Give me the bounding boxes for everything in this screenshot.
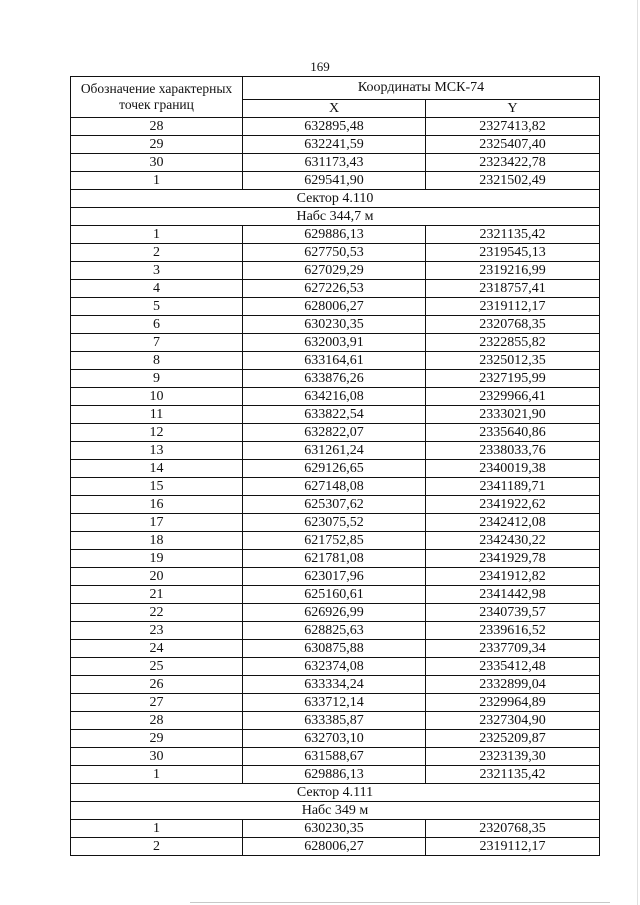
table-row [71, 172, 600, 190]
table-row [71, 514, 600, 532]
point-cell: 11 [71, 406, 243, 424]
table-row [71, 280, 600, 298]
point-cell: 16 [71, 496, 243, 514]
point-cell: 18 [71, 532, 243, 550]
table-row [71, 352, 600, 370]
y-cell: 2341189,71 [426, 478, 600, 496]
x-cell: 627226,53 [243, 280, 426, 298]
point-cell: 28 [71, 118, 243, 136]
x-cell: 634216,08 [243, 388, 426, 406]
table-row [71, 748, 600, 766]
point-cell: 26 [71, 676, 243, 694]
point-cell: 1 [71, 820, 243, 838]
y-cell: 2323139,30 [426, 748, 600, 766]
point-cell: 12 [71, 424, 243, 442]
y-cell: 2319216,99 [426, 262, 600, 280]
point-cell: 1 [71, 226, 243, 244]
point-cell: 20 [71, 568, 243, 586]
x-cell: 630875,88 [243, 640, 426, 658]
x-cell: 631173,43 [243, 154, 426, 172]
point-cell: 24 [71, 640, 243, 658]
x-cell: 627148,08 [243, 478, 426, 496]
x-cell: 633712,14 [243, 694, 426, 712]
point-cell: 13 [71, 442, 243, 460]
y-cell: 2325407,40 [426, 136, 600, 154]
x-cell: 629886,13 [243, 766, 426, 784]
table-row [71, 460, 600, 478]
y-cell: 2318757,41 [426, 280, 600, 298]
table-row [71, 658, 600, 676]
point-cell: 15 [71, 478, 243, 496]
point-cell: 30 [71, 748, 243, 766]
x-cell: 632703,10 [243, 730, 426, 748]
y-cell: 2342412,08 [426, 514, 600, 532]
x-cell: 632003,91 [243, 334, 426, 352]
point-cell: 27 [71, 694, 243, 712]
table-row [71, 424, 600, 442]
header-x: X [243, 99, 426, 117]
y-cell: 2329964,89 [426, 694, 600, 712]
y-cell: 2320768,35 [426, 316, 600, 334]
table-row [71, 496, 600, 514]
table-body [71, 118, 600, 856]
point-cell: 28 [71, 712, 243, 730]
table-row [71, 244, 600, 262]
point-cell: 9 [71, 370, 243, 388]
x-cell: 633876,26 [243, 370, 426, 388]
page-number: 169 [310, 59, 330, 74]
x-cell: 625307,62 [243, 496, 426, 514]
x-cell: 631588,67 [243, 748, 426, 766]
x-cell: 632822,07 [243, 424, 426, 442]
table-row [71, 406, 600, 424]
point-cell: 23 [71, 622, 243, 640]
table-row [71, 118, 600, 136]
x-cell: 630230,35 [243, 820, 426, 838]
table-row [71, 640, 600, 658]
section-row [71, 802, 600, 820]
y-cell: 2342430,22 [426, 532, 600, 550]
y-cell: 2319112,17 [426, 298, 600, 316]
table-row [71, 136, 600, 154]
section-label: Сектор 4.111 [71, 784, 600, 802]
table-row [71, 154, 600, 172]
x-cell: 632374,08 [243, 658, 426, 676]
y-cell: 2319112,17 [426, 838, 600, 856]
table-row [71, 370, 600, 388]
y-cell: 2332899,04 [426, 676, 600, 694]
point-cell: 25 [71, 658, 243, 676]
x-cell: 632895,48 [243, 118, 426, 136]
point-cell: 2 [71, 838, 243, 856]
point-cell: 5 [71, 298, 243, 316]
table-row [71, 766, 600, 784]
table-row [71, 334, 600, 352]
section-row [71, 208, 600, 226]
x-cell: 621752,85 [243, 532, 426, 550]
point-cell: 10 [71, 388, 243, 406]
y-cell: 2341442,98 [426, 586, 600, 604]
table-row [71, 586, 600, 604]
y-cell: 2325012,35 [426, 352, 600, 370]
header-y: Y [426, 99, 600, 117]
x-cell: 629541,90 [243, 172, 426, 190]
y-cell: 2321135,42 [426, 766, 600, 784]
x-cell: 633385,87 [243, 712, 426, 730]
header-coords-group: Координаты МСК-74 [243, 77, 600, 100]
table-row [71, 442, 600, 460]
section-label: Набс 349 м [71, 802, 600, 820]
x-cell: 628825,63 [243, 622, 426, 640]
point-cell: 22 [71, 604, 243, 622]
x-cell: 633822,54 [243, 406, 426, 424]
point-cell: 21 [71, 586, 243, 604]
y-cell: 2340019,38 [426, 460, 600, 478]
x-cell: 632241,59 [243, 136, 426, 154]
section-row [71, 784, 600, 802]
section-label: Набс 344,7 м [71, 208, 600, 226]
x-cell: 630230,35 [243, 316, 426, 334]
y-cell: 2335640,86 [426, 424, 600, 442]
table-row [71, 226, 600, 244]
section-row [71, 190, 600, 208]
y-cell: 2327195,99 [426, 370, 600, 388]
y-cell: 2320768,35 [426, 820, 600, 838]
x-cell: 628006,27 [243, 838, 426, 856]
x-cell: 627029,29 [243, 262, 426, 280]
x-cell: 623017,96 [243, 568, 426, 586]
point-cell: 19 [71, 550, 243, 568]
section-label: Сектор 4.110 [71, 190, 600, 208]
point-cell: 6 [71, 316, 243, 334]
table-header-row [71, 77, 600, 100]
y-cell: 2322855,82 [426, 334, 600, 352]
table-row [71, 568, 600, 586]
y-cell: 2327413,82 [426, 118, 600, 136]
y-cell: 2337709,34 [426, 640, 600, 658]
table-row [71, 838, 600, 856]
x-cell: 631261,24 [243, 442, 426, 460]
x-cell: 626926,99 [243, 604, 426, 622]
table-row [71, 622, 600, 640]
point-cell: 4 [71, 280, 243, 298]
y-cell: 2341922,62 [426, 496, 600, 514]
x-cell: 629886,13 [243, 226, 426, 244]
point-cell: 29 [71, 136, 243, 154]
scan-edge-line [190, 902, 610, 903]
table-row [71, 550, 600, 568]
point-cell: 1 [71, 766, 243, 784]
x-cell: 627750,53 [243, 244, 426, 262]
header-point-column: Обозначение характерных точек границ [71, 77, 243, 118]
table-row [71, 388, 600, 406]
y-cell: 2341929,78 [426, 550, 600, 568]
y-cell: 2338033,76 [426, 442, 600, 460]
y-cell: 2335412,48 [426, 658, 600, 676]
table-row [71, 730, 600, 748]
table-row [71, 532, 600, 550]
table-row [71, 262, 600, 280]
y-cell: 2321135,42 [426, 226, 600, 244]
table-row [71, 298, 600, 316]
y-cell: 2340739,57 [426, 604, 600, 622]
table-row [71, 712, 600, 730]
point-cell: 2 [71, 244, 243, 262]
scan-edge-shadow [637, 0, 638, 905]
y-cell: 2333021,90 [426, 406, 600, 424]
table-row [71, 478, 600, 496]
x-cell: 621781,08 [243, 550, 426, 568]
x-cell: 623075,52 [243, 514, 426, 532]
y-cell: 2339616,52 [426, 622, 600, 640]
x-cell: 629126,65 [243, 460, 426, 478]
x-cell: 633334,24 [243, 676, 426, 694]
point-cell: 29 [71, 730, 243, 748]
y-cell: 2319545,13 [426, 244, 600, 262]
point-cell: 30 [71, 154, 243, 172]
y-cell: 2321502,49 [426, 172, 600, 190]
point-cell: 17 [71, 514, 243, 532]
y-cell: 2327304,90 [426, 712, 600, 730]
point-cell: 8 [71, 352, 243, 370]
y-cell: 2323422,78 [426, 154, 600, 172]
table-row [71, 604, 600, 622]
point-cell: 1 [71, 172, 243, 190]
x-cell: 625160,61 [243, 586, 426, 604]
point-cell: 3 [71, 262, 243, 280]
point-cell: 7 [71, 334, 243, 352]
table-row [71, 676, 600, 694]
table-row [71, 316, 600, 334]
x-cell: 633164,61 [243, 352, 426, 370]
x-cell: 628006,27 [243, 298, 426, 316]
point-cell: 14 [71, 460, 243, 478]
y-cell: 2329966,41 [426, 388, 600, 406]
table-row [71, 820, 600, 838]
y-cell: 2325209,87 [426, 730, 600, 748]
y-cell: 2341912,82 [426, 568, 600, 586]
coordinates-table [70, 76, 600, 856]
table-row [71, 694, 600, 712]
